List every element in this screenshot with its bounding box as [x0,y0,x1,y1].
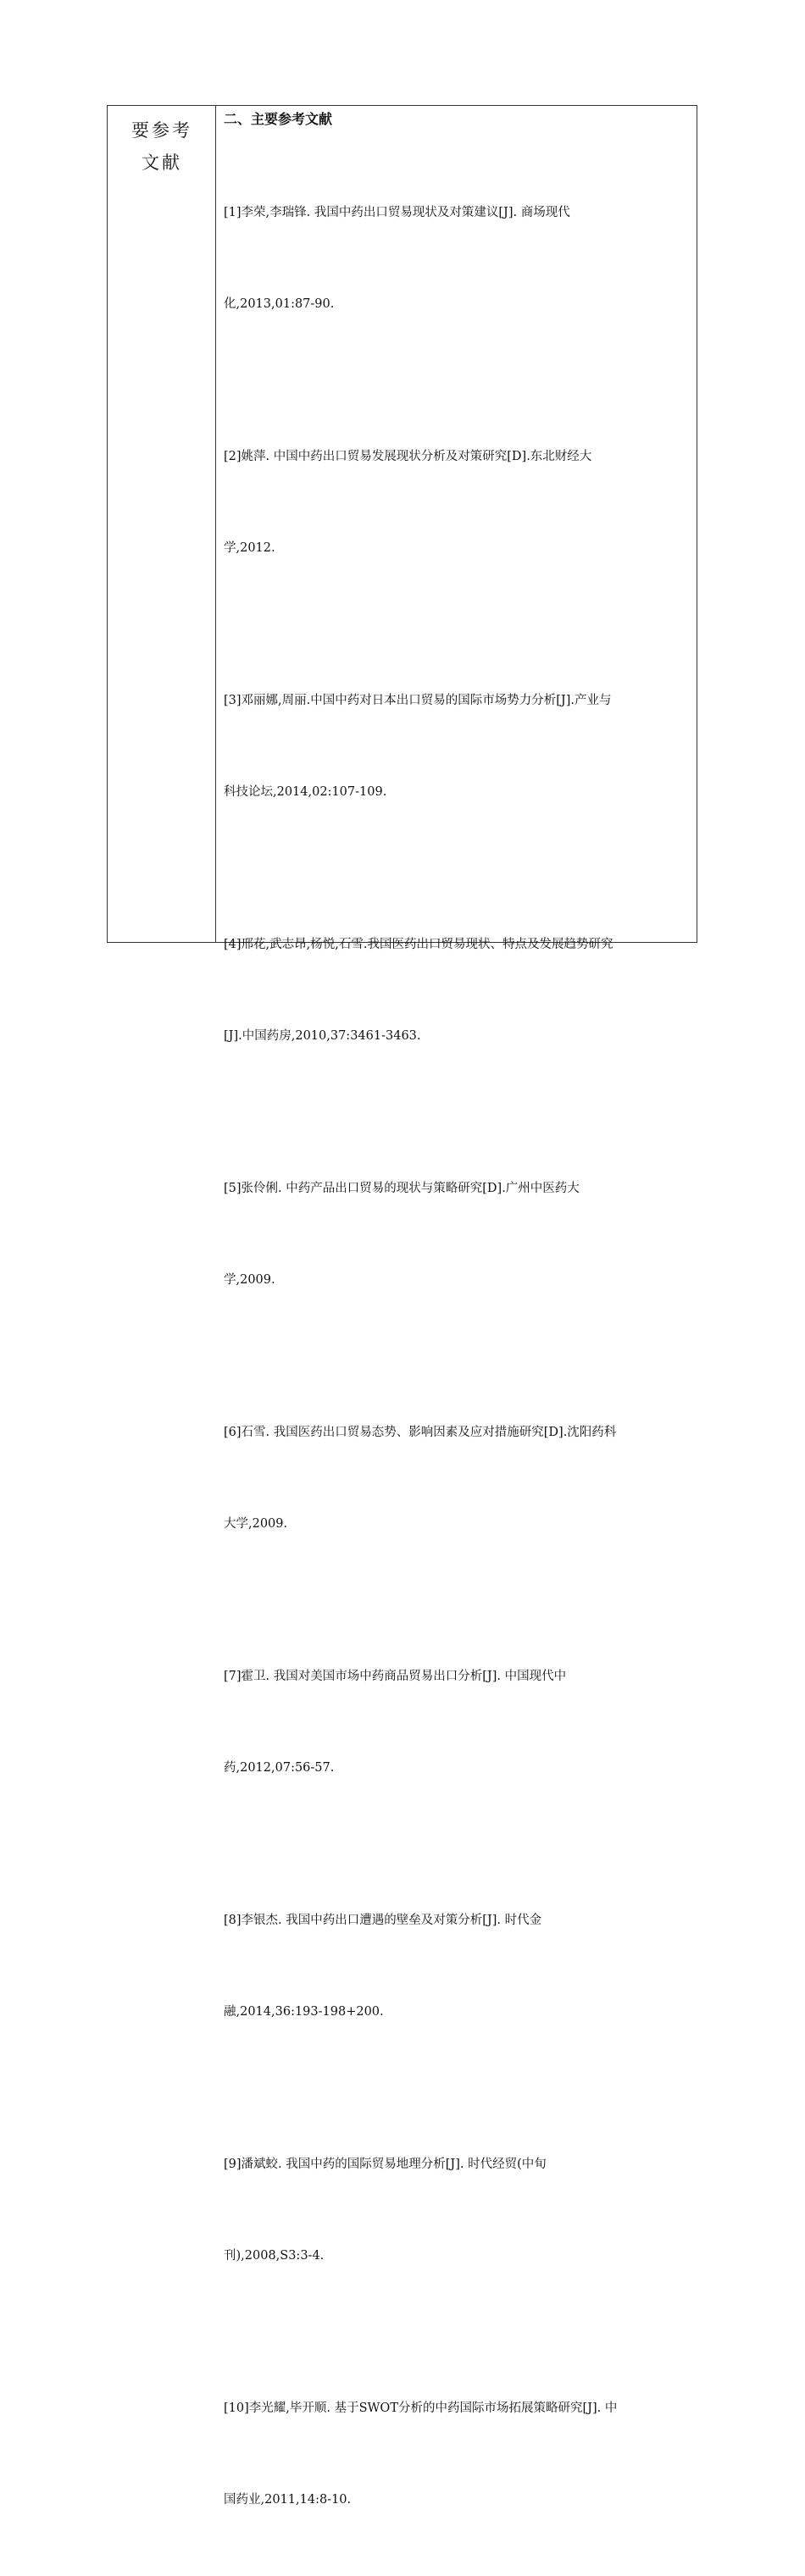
reference-item [224,1356,690,1600]
row-label: 要参考文献 [131,120,192,173]
reference-line: [9]潘斌蛟. 我国中药的国际贸易地理分析[J]. 时代经贸(中旬 [224,2158,547,2171]
reference-line: 学,2009. [224,1273,275,1287]
references-table [107,105,697,2507]
reference-line: 化,2013,01:87-90. [224,297,335,311]
reference-line: [10]李光耀,毕开顺. 基于SWOT分析的中药国际市场拓展策略研究[J]. 中 [224,2401,618,2415]
reference-line: [1]李荣,李瑞锋. 我国中药出口贸易现状及对策建议[J]. 商场现代 [224,206,570,219]
reference-item [224,868,690,1112]
reference-line: [8]李银杰. 我国中药出口遭遇的壁垒及对策分析[J]. 时代金 [224,1914,542,1927]
reference-item [224,1112,690,1356]
reference-line: [5]张伶俐. 中药产品出口贸易的现状与策略研究[D].广州中医药大 [224,1182,580,1195]
reference-item [224,624,690,868]
reference-line: [6]石雪. 我国医药出口贸易态势、影响因素及应对措施研究[D].沈阳药科 [224,1426,617,1439]
reference-item [224,2332,690,2576]
reference-list [224,136,690,2576]
reference-line: [2]姚萍. 中国中药出口贸易发展现状分析及对策研究[D].东北财经大 [224,450,592,463]
reference-line: 药,2012,07:56-57. [224,1761,335,1775]
reference-line: [J].中国药房,2010,37:3461-3463. [224,1029,421,1043]
section-heading: 二、主要参考文献 [224,111,333,127]
reference-item [224,136,690,380]
reference-line: 学,2012. [224,541,275,555]
reference-line: 科技论坛,2014,02:107-109. [224,785,387,799]
reference-item [224,380,690,624]
reference-line: [7]霍卫. 我国对美国市场中药商品贸易出口分析[J]. 中国现代中 [224,1670,567,1683]
content-cell [216,106,697,2507]
reference-line: 融,2014,36:193-198+200. [224,2005,384,2019]
reference-line: [3]邓丽娜,周丽.中国中药对日本出口贸易的国际市场势力分析[J].产业与 [224,694,612,707]
reference-item [224,1844,690,2088]
reference-item [224,2088,690,2332]
reference-line: [4]邢花,武志昂,杨悦,石雪.我国医药出口贸易现状、特点及发展趋势研究 [224,938,613,951]
reference-line: 刊),2008,S3:3-4. [224,2249,325,2263]
reference-item [224,1600,690,1844]
label-cell [108,106,216,942]
reference-line: 大学,2009. [224,1517,288,1531]
reference-line: 国药业,2011,14:8-10. [224,2493,352,2507]
